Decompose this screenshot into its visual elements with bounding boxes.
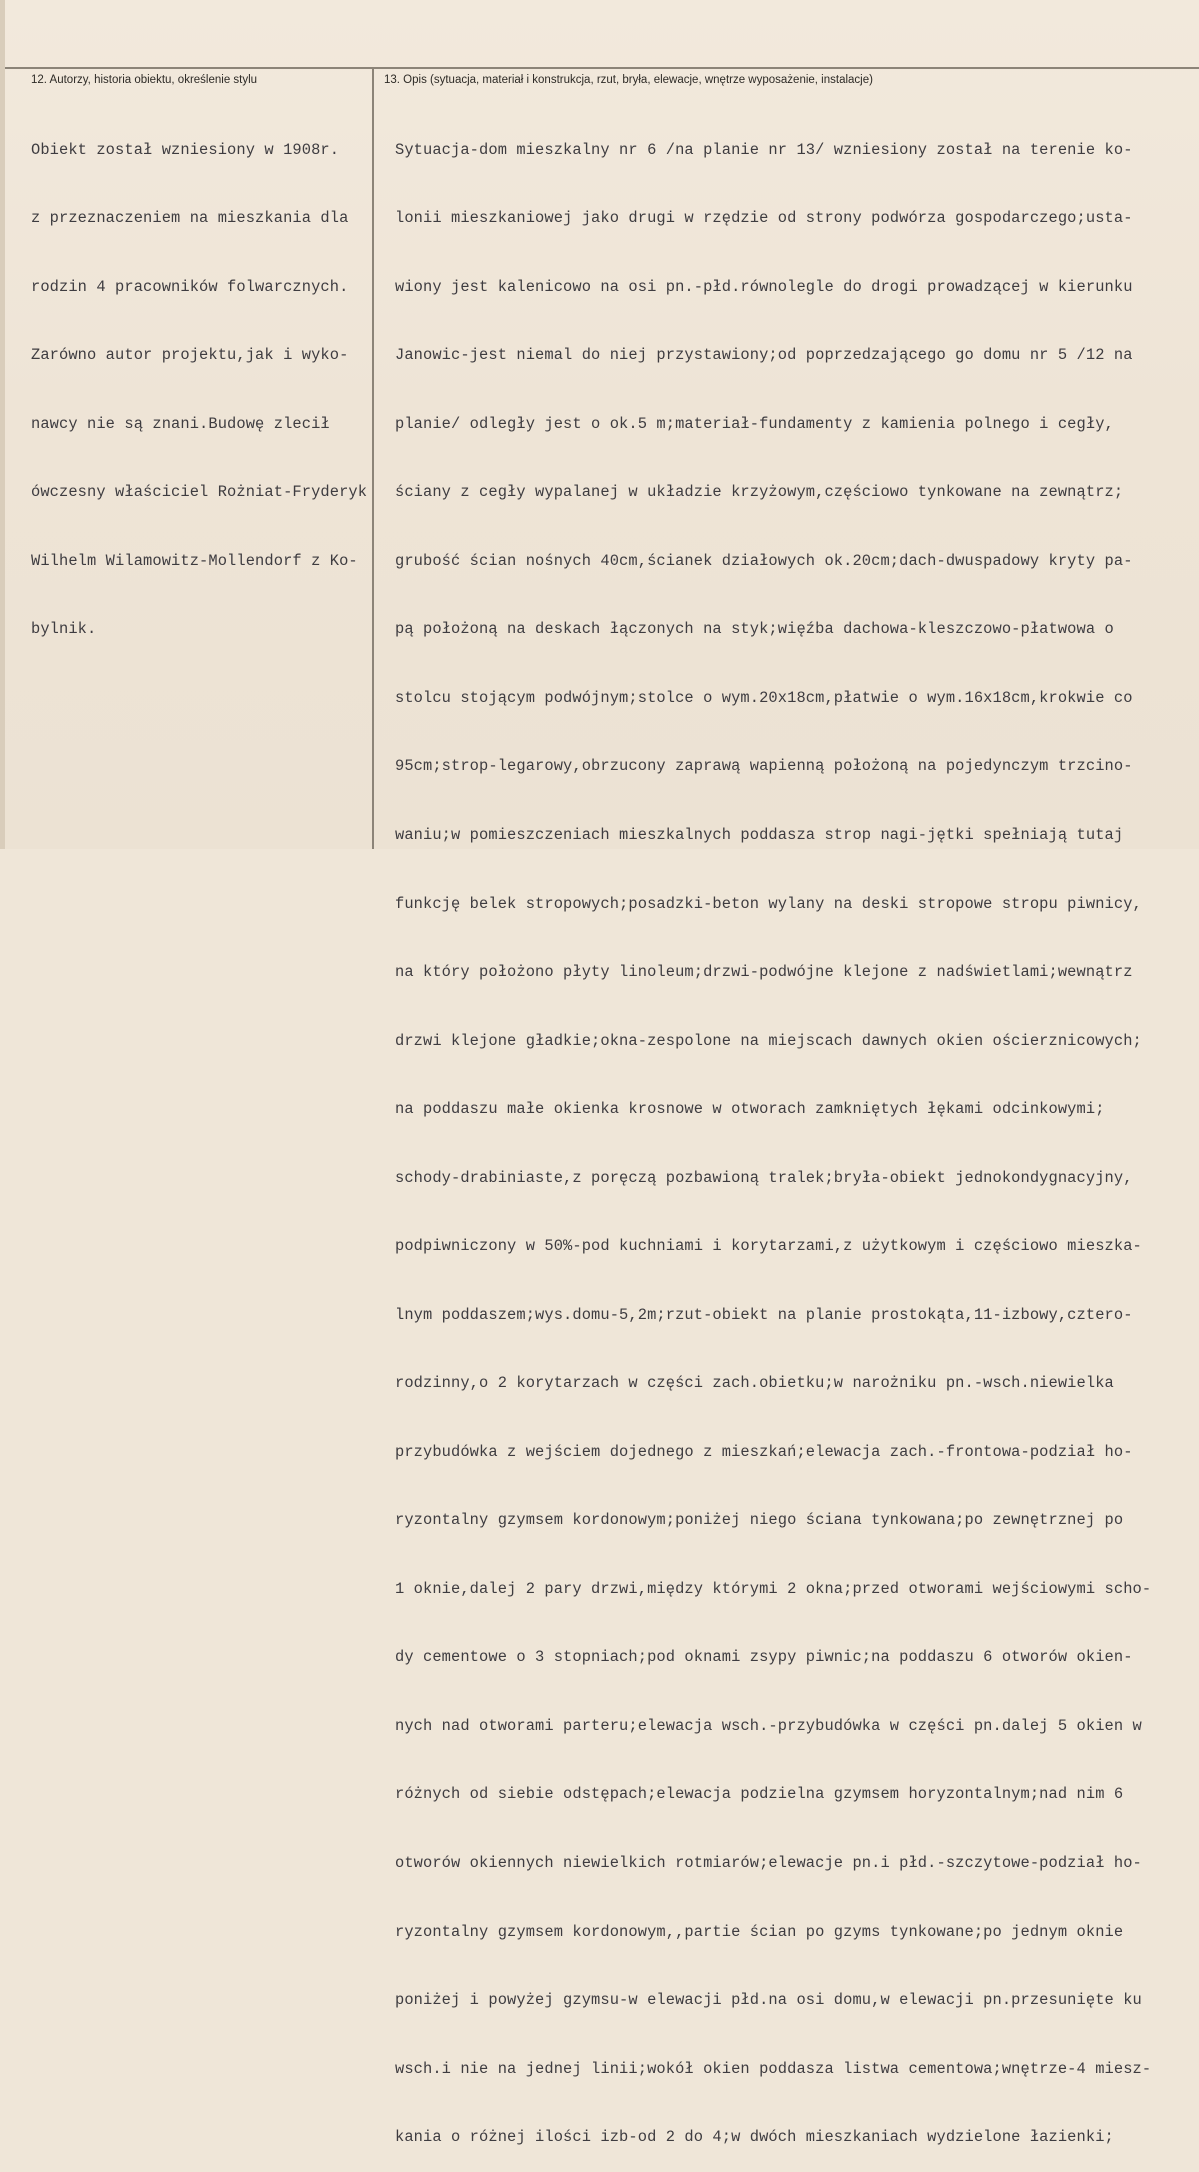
text-line: Sytuacja-dom mieszkalny nr 6 /na planie nr 13/ wzniesiony został na terenie ko- <box>395 140 1133 159</box>
text-line: kania o różnej ilości izb-od 2 do 4;w dwóch mieszkaniach wydzielone łazienki; <box>395 2128 1114 2147</box>
text-line: stolcu stojącym podwójnym;stolce o wym.20x18cm,płatwie o wym.16x18cm,krokwie co <box>395 688 1133 707</box>
column-divider <box>372 67 374 849</box>
text-line: Zarówno autor projektu,jak i wyko- <box>31 346 349 365</box>
text-line: ryzontalny gzymsem kordonowym,,partie ścian po gzyms tynkowane;po jednym oknie <box>395 1922 1124 1941</box>
text-line: otworów okiennych niewielkich rotmiarów;elewacje pn.i płd.-szczytowe-podział ho- <box>395 1853 1142 1872</box>
section-13-heading: 13. Opis (sytuacja, materiał i konstrukcja, rzut, bryła, elewacje, wnętrze wyposażenie, instalacje) <box>384 74 873 86</box>
text-line: różnych od siebie odstępach;elewacja podzielna gzymsem horyzontalnym;nad nim 6 <box>395 1785 1124 1804</box>
text-line: podpiwniczony w 50%-pod kuchniami i korytarzami,z użytkowym i częściowo mieszka- <box>395 1237 1142 1256</box>
text-line: 1 oknie,dalej 2 pary drzwi,między którymi 2 okna;przed otworami wejściowymi scho- <box>395 1579 1152 1598</box>
text-line: bylnik. <box>31 620 97 639</box>
text-line: funkcję belek stropowych;posadzki-beton wylany na deski stropowe stropu piwnicy, <box>395 894 1142 913</box>
authors-history-text <box>31 93 367 664</box>
text-line: pą położoną na deskach łączonych na styk;więźba dachowa-kleszczowo-płatwowa o <box>395 620 1114 639</box>
text-line: nych nad otworami parteru;elewacja wsch.-przybudówka w części pn.dalej 5 okien w <box>395 1716 1142 1735</box>
text-line: grubość ścian nośnych 40cm,ścianek działowych ok.20cm;dach-dwuspadowy kryty pa- <box>395 551 1133 570</box>
section-12-heading: 12. Autorzy, historia obiektu, określenie stylu <box>31 74 258 86</box>
text-line: na który położono płyty linoleum;drzwi-podwójne klejone z nadświetlami;wewnątrz <box>395 963 1133 982</box>
text-line: nawcy nie są znani.Budowę zlecił <box>31 414 330 433</box>
text-line: wsch.i nie na jednej linii;wokół okien poddasza listwa cementowa;wnętrze-4 miesz- <box>395 2059 1152 2078</box>
description-text <box>395 93 1151 2172</box>
text-line: lnym poddaszem;wys.domu-5,2m;rzut-obiekt na planie prostokąta,11-izbowy,cztero- <box>395 1305 1133 1324</box>
text-line: Wilhelm Wilamowitz-Mollendorf z Ko- <box>31 551 358 570</box>
text-line: poniżej i powyżej gzymsu-w elewacji płd.na osi domu,w elewacji pn.przesunięte ku <box>395 1991 1142 2010</box>
text-line: 95cm;strop-legarowy,obrzucony zaprawą wapienną położoną na pojedynczym trzcino- <box>395 757 1133 776</box>
text-line: lonii mieszkaniowej jako drugi w rzędzie od strony podwórza gospodarczego;usta- <box>395 209 1133 228</box>
text-line: rodzin 4 pracowników folwarcznych. <box>31 277 349 296</box>
text-line: ówczesny właściciel Rożniat-Fryderyk <box>31 483 368 502</box>
text-line: przybudówka z wejściem dojednego z mieszkań;elewacja zach.-frontowa-podział ho- <box>395 1442 1133 1461</box>
text-line: Janowic-jest niemal do niej przystawiony;od poprzedzającego go domu nr 5 /12 na <box>395 346 1133 365</box>
text-line: schody-drabiniaste,z poręczą pozbawioną tralek;bryła-obiekt jednokondygnacyjny, <box>395 1168 1133 1187</box>
header-rule <box>5 67 1199 69</box>
text-line: wiony jest kalenicowo na osi pn.-płd.równolegle do drogi prowadzącej w kierunku <box>395 277 1133 296</box>
text-line: dy cementowe o 3 stopniach;pod oknami zsypy piwnic;na poddaszu 6 otworów okien- <box>395 1648 1133 1667</box>
text-line: waniu;w pomieszczeniach mieszkalnych poddasza strop nagi-jętki spełniają tutaj <box>395 826 1124 844</box>
text-line: ryzontalny gzymsem kordonowym;poniżej niego ściana tynkowana;po zewnętrznej po <box>395 1511 1124 1530</box>
text-line: drzwi klejone gładkie;okna-zespolone na miejscach dawnych okien ościerznicowych; <box>395 1031 1142 1050</box>
page-edge <box>0 0 5 849</box>
text-line: Obiekt został wzniesiony w 1908r. <box>31 140 340 159</box>
text-line: ściany z cegły wypalanej w układzie krzyżowym,częściowo tynkowane na zewnątrz; <box>395 483 1124 502</box>
text-line: planie/ odległy jest o ok.5 m;materiał-fundamenty z kamienia polnego i cegły, <box>395 414 1114 433</box>
text-line: na poddaszu małe okienka krosnowe w otworach zamkniętych łękami odcinkowymi; <box>395 1100 1105 1119</box>
text-line: z przeznaczeniem na mieszkania dla <box>31 209 349 228</box>
text-line: rodzinny,o 2 korytarzach w części zach.obietku;w narożniku pn.-wsch.niewielka <box>395 1374 1114 1393</box>
